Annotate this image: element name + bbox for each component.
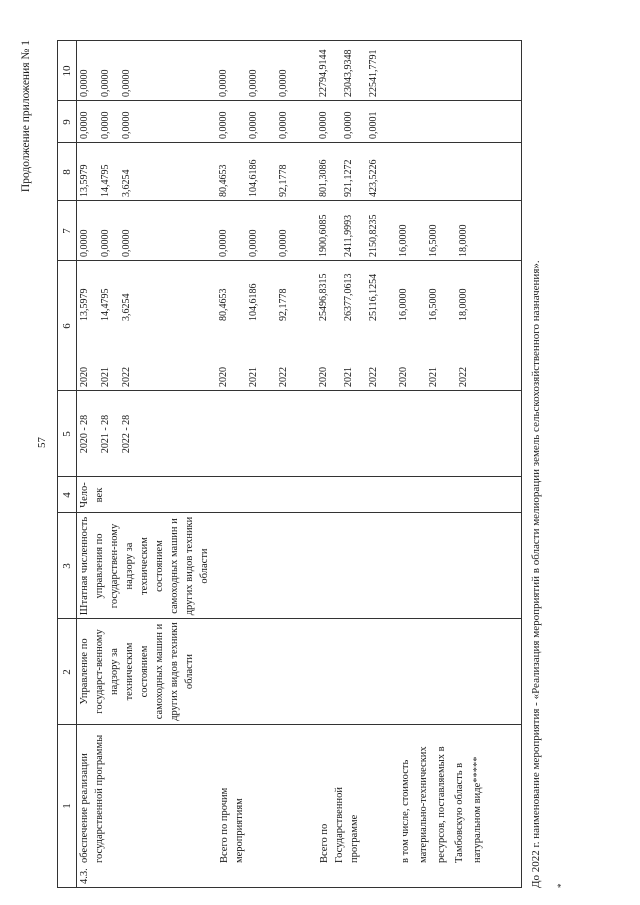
year-label: 2021	[343, 367, 354, 387]
year-label: 2020	[79, 367, 90, 387]
cell-value: 0,0000	[121, 111, 132, 139]
year-label: 2020	[398, 367, 409, 387]
header-col-1: 1	[61, 803, 73, 809]
cell-value: 26377,0613	[343, 273, 354, 321]
cell-value: 22541,7791	[368, 49, 379, 97]
header-col-6: 6	[61, 323, 73, 329]
cell-value: 16,0000	[398, 288, 409, 321]
cell-value: 104,6186	[248, 159, 259, 197]
col-divider	[58, 512, 521, 513]
cell-value: 0,0000	[278, 229, 289, 257]
cell-value: 0,0000	[248, 229, 259, 257]
cell-value: 92,1778	[278, 164, 289, 197]
cell-value: 0,0000	[343, 111, 354, 139]
cell-value: 25116,1254	[368, 273, 379, 321]
cell-value: 2411,9993	[343, 214, 354, 257]
cell-value: 2150,8235	[368, 214, 379, 257]
cell-value: 0,0000	[100, 229, 111, 257]
col-divider	[58, 260, 521, 261]
col-divider	[58, 200, 521, 201]
cell-value: 0,0001	[368, 111, 379, 139]
year-label: 2022	[458, 367, 469, 387]
cell-value: 0,0000	[79, 69, 90, 97]
period-value: 2022 - 28	[121, 414, 132, 454]
cell-value: 0,0000	[79, 229, 90, 257]
year-label: 2021	[100, 367, 111, 387]
program-total-label: Всего по Государственной программе	[319, 787, 360, 863]
header-col-10: 10	[61, 65, 73, 77]
executor: Управление по государст-венному надзору за техническим состоянием самоходных машин и других видов техники области	[79, 622, 195, 721]
indicator: Штатная численность управления по государствен-ному надзору за техническим состоянием самоходных машин и других видов техники области	[79, 516, 210, 616]
cell-value: 13,5979	[79, 164, 90, 197]
cell-value: 22794,9144	[318, 49, 329, 97]
cell-value: 0,0000	[248, 69, 259, 97]
cell-value: 3,6254	[121, 169, 132, 197]
cell-value: 0,0000	[248, 111, 259, 139]
cell-value: 0,0000	[218, 69, 229, 97]
cell-value: 801,3086	[318, 159, 329, 197]
col-divider	[58, 390, 521, 391]
cell-value: 0,0000	[100, 111, 111, 139]
page-number: 57	[36, 437, 48, 448]
cell-value: 3,6254	[121, 293, 132, 321]
cell-value: 13,5979	[79, 288, 90, 321]
cell-value: 423,5226	[368, 159, 379, 197]
year-label: 2021	[248, 367, 259, 387]
cell-value: 14,4795	[100, 164, 111, 197]
footnote-marker: *	[556, 883, 566, 888]
unit: Чело-век	[79, 482, 105, 508]
cell-value: 14,4795	[100, 288, 111, 321]
year-label: 2022	[121, 367, 132, 387]
cell-value: 0,0000	[218, 229, 229, 257]
row-number: 4.3.	[79, 868, 90, 884]
budget-table	[57, 40, 522, 888]
appendix-title: Продолжение приложения № 1	[20, 40, 32, 193]
col-divider	[58, 476, 521, 477]
cell-value: 0,0000	[218, 111, 229, 139]
cell-value: 16,0000	[398, 224, 409, 257]
cell-value: 16,5000	[428, 288, 439, 321]
cell-value: 80,4653	[218, 164, 229, 197]
year-label: 2022	[278, 367, 289, 387]
cell-value: 18,0000	[458, 288, 469, 321]
cell-value: 0,0000	[100, 69, 111, 97]
rotated-page	[22, 38, 582, 888]
other-total-label: Всего по прочим мероприятиям	[219, 787, 245, 863]
year-label: 2021	[428, 367, 439, 387]
cell-value: 18,0000	[458, 224, 469, 257]
cell-value: 16,5000	[428, 224, 439, 257]
header-col-9: 9	[61, 119, 73, 125]
col-divider	[58, 100, 521, 101]
period-value: 2021 - 28	[100, 414, 111, 454]
cell-value: 0,0000	[121, 229, 132, 257]
cell-value: 0,0000	[278, 111, 289, 139]
footnote: До 2022 г. наименование мероприятия - «Реализация мероприятий в области мелиорации земель сельскохозяйственного назначения».	[530, 260, 542, 888]
header-col-8: 8	[61, 169, 73, 175]
cell-value: 92,1778	[278, 288, 289, 321]
header-col-5: 5	[61, 431, 73, 437]
cell-value: 0,0000	[318, 111, 329, 139]
in-kind-label: в том числе, стоимость материально-технических ресурсов, поставляемых в Тамбовскую область в натуральном виде*****	[400, 746, 483, 863]
cell-value: 23043,9348	[343, 49, 354, 97]
year-label: 2020	[218, 367, 229, 387]
cell-value: 0,0000	[278, 69, 289, 97]
cell-value: 0,0000	[121, 69, 132, 97]
year-label: 2020	[318, 367, 329, 387]
cell-value: 921,1272	[343, 159, 354, 197]
cell-value: 0,0000	[79, 111, 90, 139]
header-col-4: 4	[61, 492, 73, 498]
cell-value: 104,6186	[248, 283, 259, 321]
cell-value: 25496,8315	[318, 273, 329, 321]
period-value: 2020 - 28	[79, 414, 90, 454]
header-col-2: 2	[61, 669, 73, 675]
header-col-3: 3	[61, 563, 73, 569]
col-divider	[58, 618, 521, 619]
cell-value: 80,4653	[218, 288, 229, 321]
header-col-7: 7	[61, 228, 73, 234]
col-divider	[58, 142, 521, 143]
measure-name: обеспечение реализации государственной программы	[79, 734, 105, 863]
cell-value: 1900,6085	[318, 214, 329, 257]
year-label: 2022	[368, 367, 379, 387]
